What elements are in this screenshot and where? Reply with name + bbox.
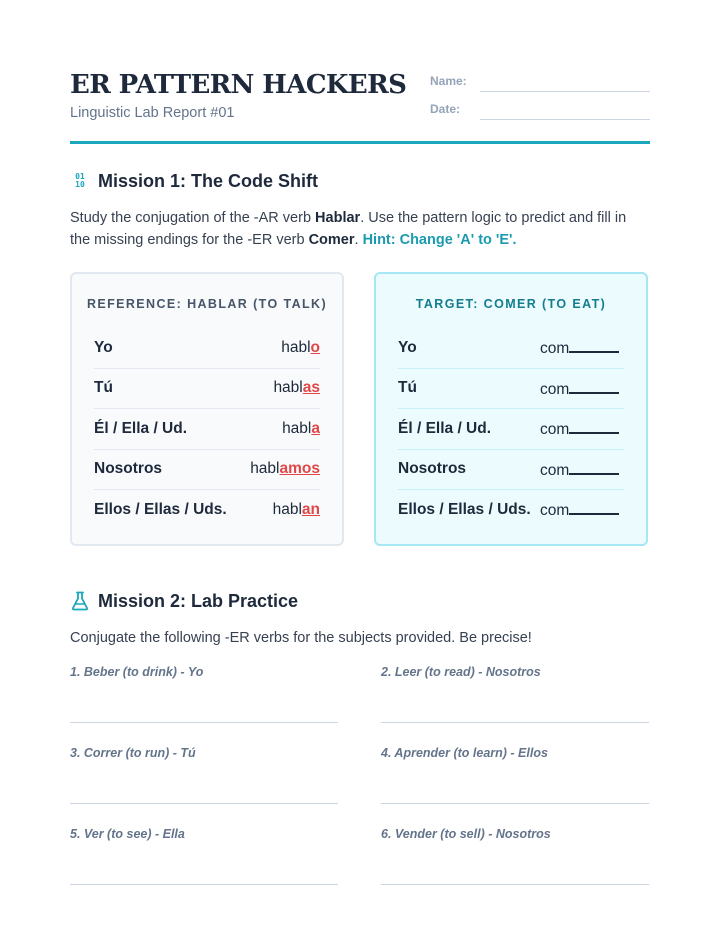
subject-label: Ellos / Ellas / Uds.	[94, 500, 227, 518]
reference-row	[94, 490, 320, 530]
reference-row	[94, 369, 320, 410]
hablar-form	[281, 339, 320, 357]
practice-question: 6. Vender (to sell) - Nosotros	[381, 827, 551, 841]
intro-verb-hablar: Hablar	[315, 210, 361, 226]
target-row	[398, 490, 624, 530]
verb-stem: habl	[281, 338, 311, 356]
verb-ending: an	[301, 500, 320, 518]
answer-line[interactable]	[70, 722, 338, 723]
verb-ending: o	[310, 338, 320, 356]
page-title: ER PATTERN HACKERS	[70, 70, 407, 100]
target-row	[398, 409, 624, 450]
answer-line[interactable]	[70, 884, 338, 885]
reference-table	[70, 272, 344, 546]
hablar-form	[273, 379, 320, 397]
verb-stem: habl	[272, 500, 302, 518]
intro-text: . Use the pattern logic to predict and fill in the missing endings for the -ER verb	[70, 210, 627, 248]
ending-blank[interactable]	[569, 499, 619, 515]
target-table-title: TARGET: COMER (TO EAT)	[415, 297, 607, 311]
intro-text: .	[354, 232, 363, 248]
intro-verb-comer: Comer	[308, 232, 355, 248]
reference-rows	[94, 328, 320, 530]
subject-label: Tú	[94, 379, 113, 397]
verb-ending: amos	[279, 460, 320, 478]
ending-blank[interactable]	[569, 459, 619, 475]
mission1-title: Mission 1: The Code Shift	[98, 170, 319, 191]
target-rows	[398, 328, 624, 530]
verb-stem: com	[540, 502, 570, 520]
mission2-instructions: Conjugate the following -ER verbs for the subjects provided. Be precise!	[70, 630, 532, 646]
practice-question: 5. Ver (to see) - Ella	[70, 827, 185, 841]
comer-form	[540, 499, 624, 520]
verb-ending: as	[302, 379, 320, 397]
ending-blank[interactable]	[569, 378, 619, 394]
reference-row	[94, 450, 320, 491]
answer-line[interactable]	[381, 722, 649, 723]
intro-text: Study the conjugation of the -AR verb	[70, 210, 316, 226]
subject-label: Ellos / Ellas / Uds.	[398, 500, 531, 518]
hint-text: Hint: Change 'A' to 'E'.	[362, 232, 517, 248]
ending-blank[interactable]	[569, 337, 619, 353]
subject-label: Nosotros	[398, 460, 467, 478]
target-row	[398, 450, 624, 491]
comer-form	[540, 337, 624, 358]
practice-question: 1. Beber (to drink) - Yo	[70, 665, 204, 679]
verb-stem: habl	[282, 419, 312, 437]
subject-label: Él / Ella / Ud.	[94, 419, 188, 437]
mission1-instructions	[70, 207, 650, 251]
subject-label: Él / Ella / Ud.	[398, 419, 492, 437]
verb-stem: com	[540, 340, 570, 358]
reference-table-title: REFERENCE: HABLAR (TO TALK)	[86, 297, 328, 311]
answer-line[interactable]	[381, 803, 649, 804]
verb-stem: habl	[250, 460, 280, 478]
name-field[interactable]	[480, 91, 650, 92]
verb-stem: com	[540, 380, 570, 398]
verb-stem: com	[540, 461, 570, 479]
page-subtitle: Linguistic Lab Report #01	[70, 105, 235, 121]
verb-ending: a	[311, 419, 320, 437]
hablar-form	[282, 420, 320, 438]
report-header	[70, 70, 650, 144]
subject-label: Nosotros	[94, 460, 163, 478]
subject-label: Yo	[94, 338, 113, 356]
answer-line[interactable]	[70, 803, 338, 804]
ending-blank[interactable]	[569, 418, 619, 434]
practice-question: 4. Aprender (to learn) - Ellos	[381, 746, 548, 760]
verb-stem: com	[540, 421, 570, 439]
binary-icon-top: 01	[75, 172, 85, 181]
subject-label: Yo	[398, 338, 417, 356]
target-table	[374, 272, 648, 546]
comer-form	[540, 459, 624, 480]
comer-form	[540, 418, 624, 439]
target-row	[398, 328, 624, 369]
comer-form	[540, 378, 624, 399]
reference-row	[94, 328, 320, 369]
flask-icon	[70, 591, 90, 611]
target-row	[398, 369, 624, 410]
subject-label: Tú	[398, 379, 417, 397]
date-field[interactable]	[480, 119, 650, 120]
name-label: Name:	[430, 74, 467, 88]
verb-stem: habl	[273, 379, 303, 397]
hablar-form	[273, 501, 320, 519]
mission2-heading	[70, 588, 298, 614]
date-label: Date:	[430, 102, 461, 116]
binary-icon	[70, 171, 90, 191]
practice-question: 3. Correr (to run) - Tú	[70, 746, 196, 760]
practice-question: 2. Leer (to read) - Nosotros	[381, 665, 541, 679]
hablar-form	[250, 460, 320, 478]
binary-icon-bottom: 10	[75, 180, 85, 189]
reference-row	[94, 409, 320, 450]
mission2-title: Mission 2: Lab Practice	[98, 590, 299, 611]
mission1-heading	[70, 168, 318, 194]
answer-line[interactable]	[381, 884, 649, 885]
